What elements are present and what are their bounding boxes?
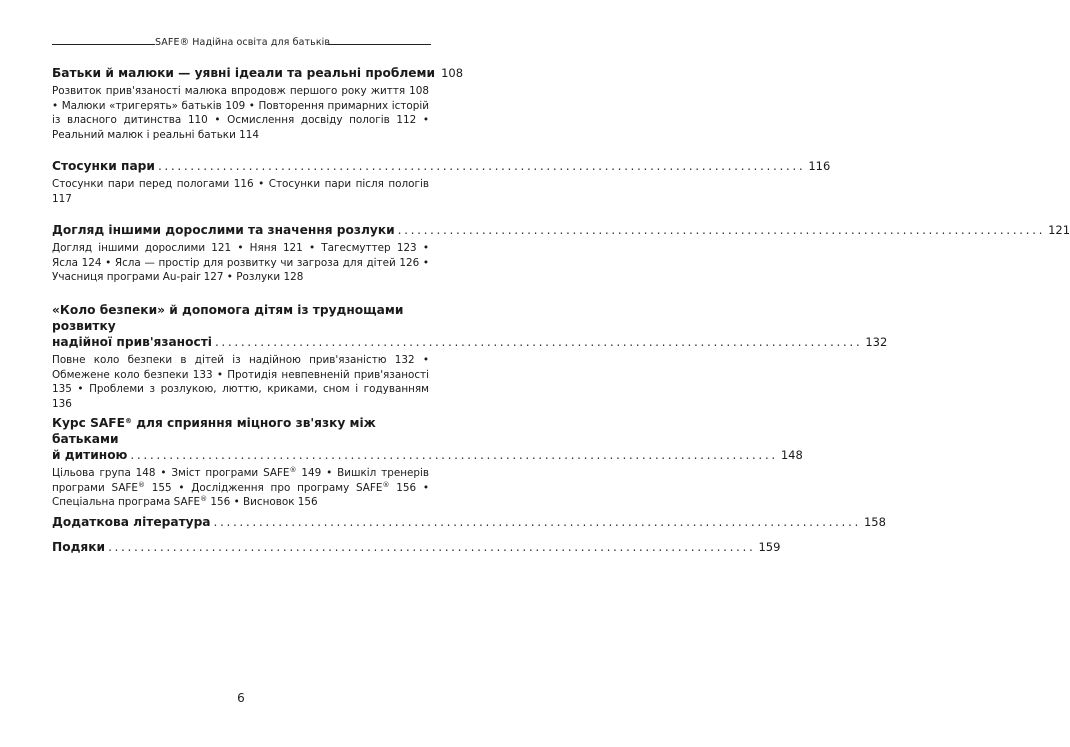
toc-entry-heading[interactable] bbox=[52, 158, 831, 174]
toc-entry-heading[interactable] bbox=[52, 222, 1070, 238]
leader-dots: .................................................................................................... bbox=[214, 335, 863, 349]
leader-dots: .................................................................................................... bbox=[397, 223, 1046, 237]
toc-entry-title: Догляд іншими дорослими та значення розлуки bbox=[52, 223, 395, 237]
toc-entry-heading[interactable] bbox=[52, 539, 781, 555]
page-number: 6 bbox=[237, 691, 245, 705]
toc-entry-subitems: Розвиток прив'язаності малюка впродовж першого року життя 108 • Малюки «тригерять» батьків 109 • Повторення примарних історій із власного дитинства 110 • Осмислення досвіду пологів 112 • Реальний малюк і реальні батьки 114 bbox=[52, 85, 429, 141]
toc-section-5 bbox=[52, 415, 803, 510]
toc-section-1 bbox=[52, 65, 464, 142]
registered-mark: ® bbox=[137, 480, 145, 489]
toc-entry-heading[interactable] bbox=[52, 65, 464, 81]
toc-section-6 bbox=[52, 514, 886, 530]
toc-entry-title: Батьки й малюки — уявні ідеали та реальні проблеми bbox=[52, 66, 436, 80]
registered-mark: ® bbox=[124, 417, 132, 425]
toc-entry-title-line-1: «Коло безпеки» й допомога дітям із труднощами розвитку bbox=[52, 303, 404, 333]
subitem-text: 149 • Вишкіл тренерів програми SAFE bbox=[52, 467, 430, 494]
toc-entry-page: 116 bbox=[808, 159, 831, 173]
toc-section-7 bbox=[52, 539, 781, 555]
toc-entry-heading[interactable] bbox=[52, 302, 888, 350]
toc-entry-title-line-2: й дитиною bbox=[52, 448, 128, 462]
toc-section-4 bbox=[52, 302, 888, 411]
toc-entry-heading[interactable] bbox=[52, 514, 886, 530]
toc-entry-subitems bbox=[52, 466, 429, 510]
toc-entry-page: 121 bbox=[1048, 223, 1070, 237]
toc-entry-subitems: Догляд іншими дорослими 121 • Няня 121 • Тагесмуттер 123 • Ясла 124 • Ясла — простір для розвитку чи загроза для дітей 126 • Учасниця програми Au-pair 127 • Розлуки 128 bbox=[52, 242, 429, 283]
running-header-title: SAFE® Надійна освіта для батьків bbox=[155, 37, 331, 48]
registered-mark: ® bbox=[382, 480, 390, 489]
toc-entry-subitems: Стосунки пари перед пологами 116 • Стосунки пари після пологів 117 bbox=[52, 178, 429, 205]
toc-entry-page: 158 bbox=[863, 515, 886, 529]
toc-entry-title-part: для сприяння міцного зв'язку між батьками bbox=[52, 416, 376, 446]
leader-dots: .................................................................................................... bbox=[157, 159, 806, 173]
subitem-text: 156 • Висновок 156 bbox=[207, 496, 318, 508]
header-rule-right bbox=[328, 44, 431, 45]
toc-entry-page: 148 bbox=[780, 448, 803, 462]
leader-dots: .................................................................................................... bbox=[213, 515, 861, 529]
leader-dots: .................................................................................................... bbox=[130, 448, 778, 462]
registered-mark: ® bbox=[200, 495, 208, 503]
toc-entry-subitems: Повне коло безпеки в дітей із надійною прив'язаністю 132 • Обмежене коло безпеки 133 • Протидія невпевненій прив'язаності 135 • Проблеми з розлукою, люттю, криками, сном і годуванням 136 bbox=[52, 354, 429, 410]
subitem-text: 156 • Спеціальна програма SAFE bbox=[52, 481, 429, 508]
toc-entry-title: Додаткова література bbox=[52, 515, 211, 529]
leader-dots: .................................................................................................... bbox=[108, 540, 756, 554]
toc-entry-title-part: Курс SAFE bbox=[52, 416, 125, 430]
toc-entry-heading[interactable] bbox=[52, 415, 803, 463]
toc-entry-title: Подяки bbox=[52, 540, 106, 554]
toc-entry-page: 159 bbox=[758, 540, 781, 554]
toc-entry-title: Стосунки пари bbox=[52, 159, 155, 173]
toc-entry-title-line-2: надійної прив'язаності bbox=[52, 335, 212, 349]
toc-section-3 bbox=[52, 222, 1070, 285]
toc-entry-page: 132 bbox=[865, 335, 888, 349]
header-rule-left bbox=[52, 44, 155, 45]
registered-mark: ® bbox=[289, 466, 297, 474]
toc-entry-page: 108 bbox=[441, 66, 464, 80]
running-header bbox=[0, 37, 482, 53]
toc-section-2 bbox=[52, 158, 831, 206]
subitem-text: 155 • Дослідження про програму SAFE bbox=[144, 481, 383, 494]
subitem-text: Цільова група 148 • Зміст програми SAFE bbox=[52, 467, 290, 479]
